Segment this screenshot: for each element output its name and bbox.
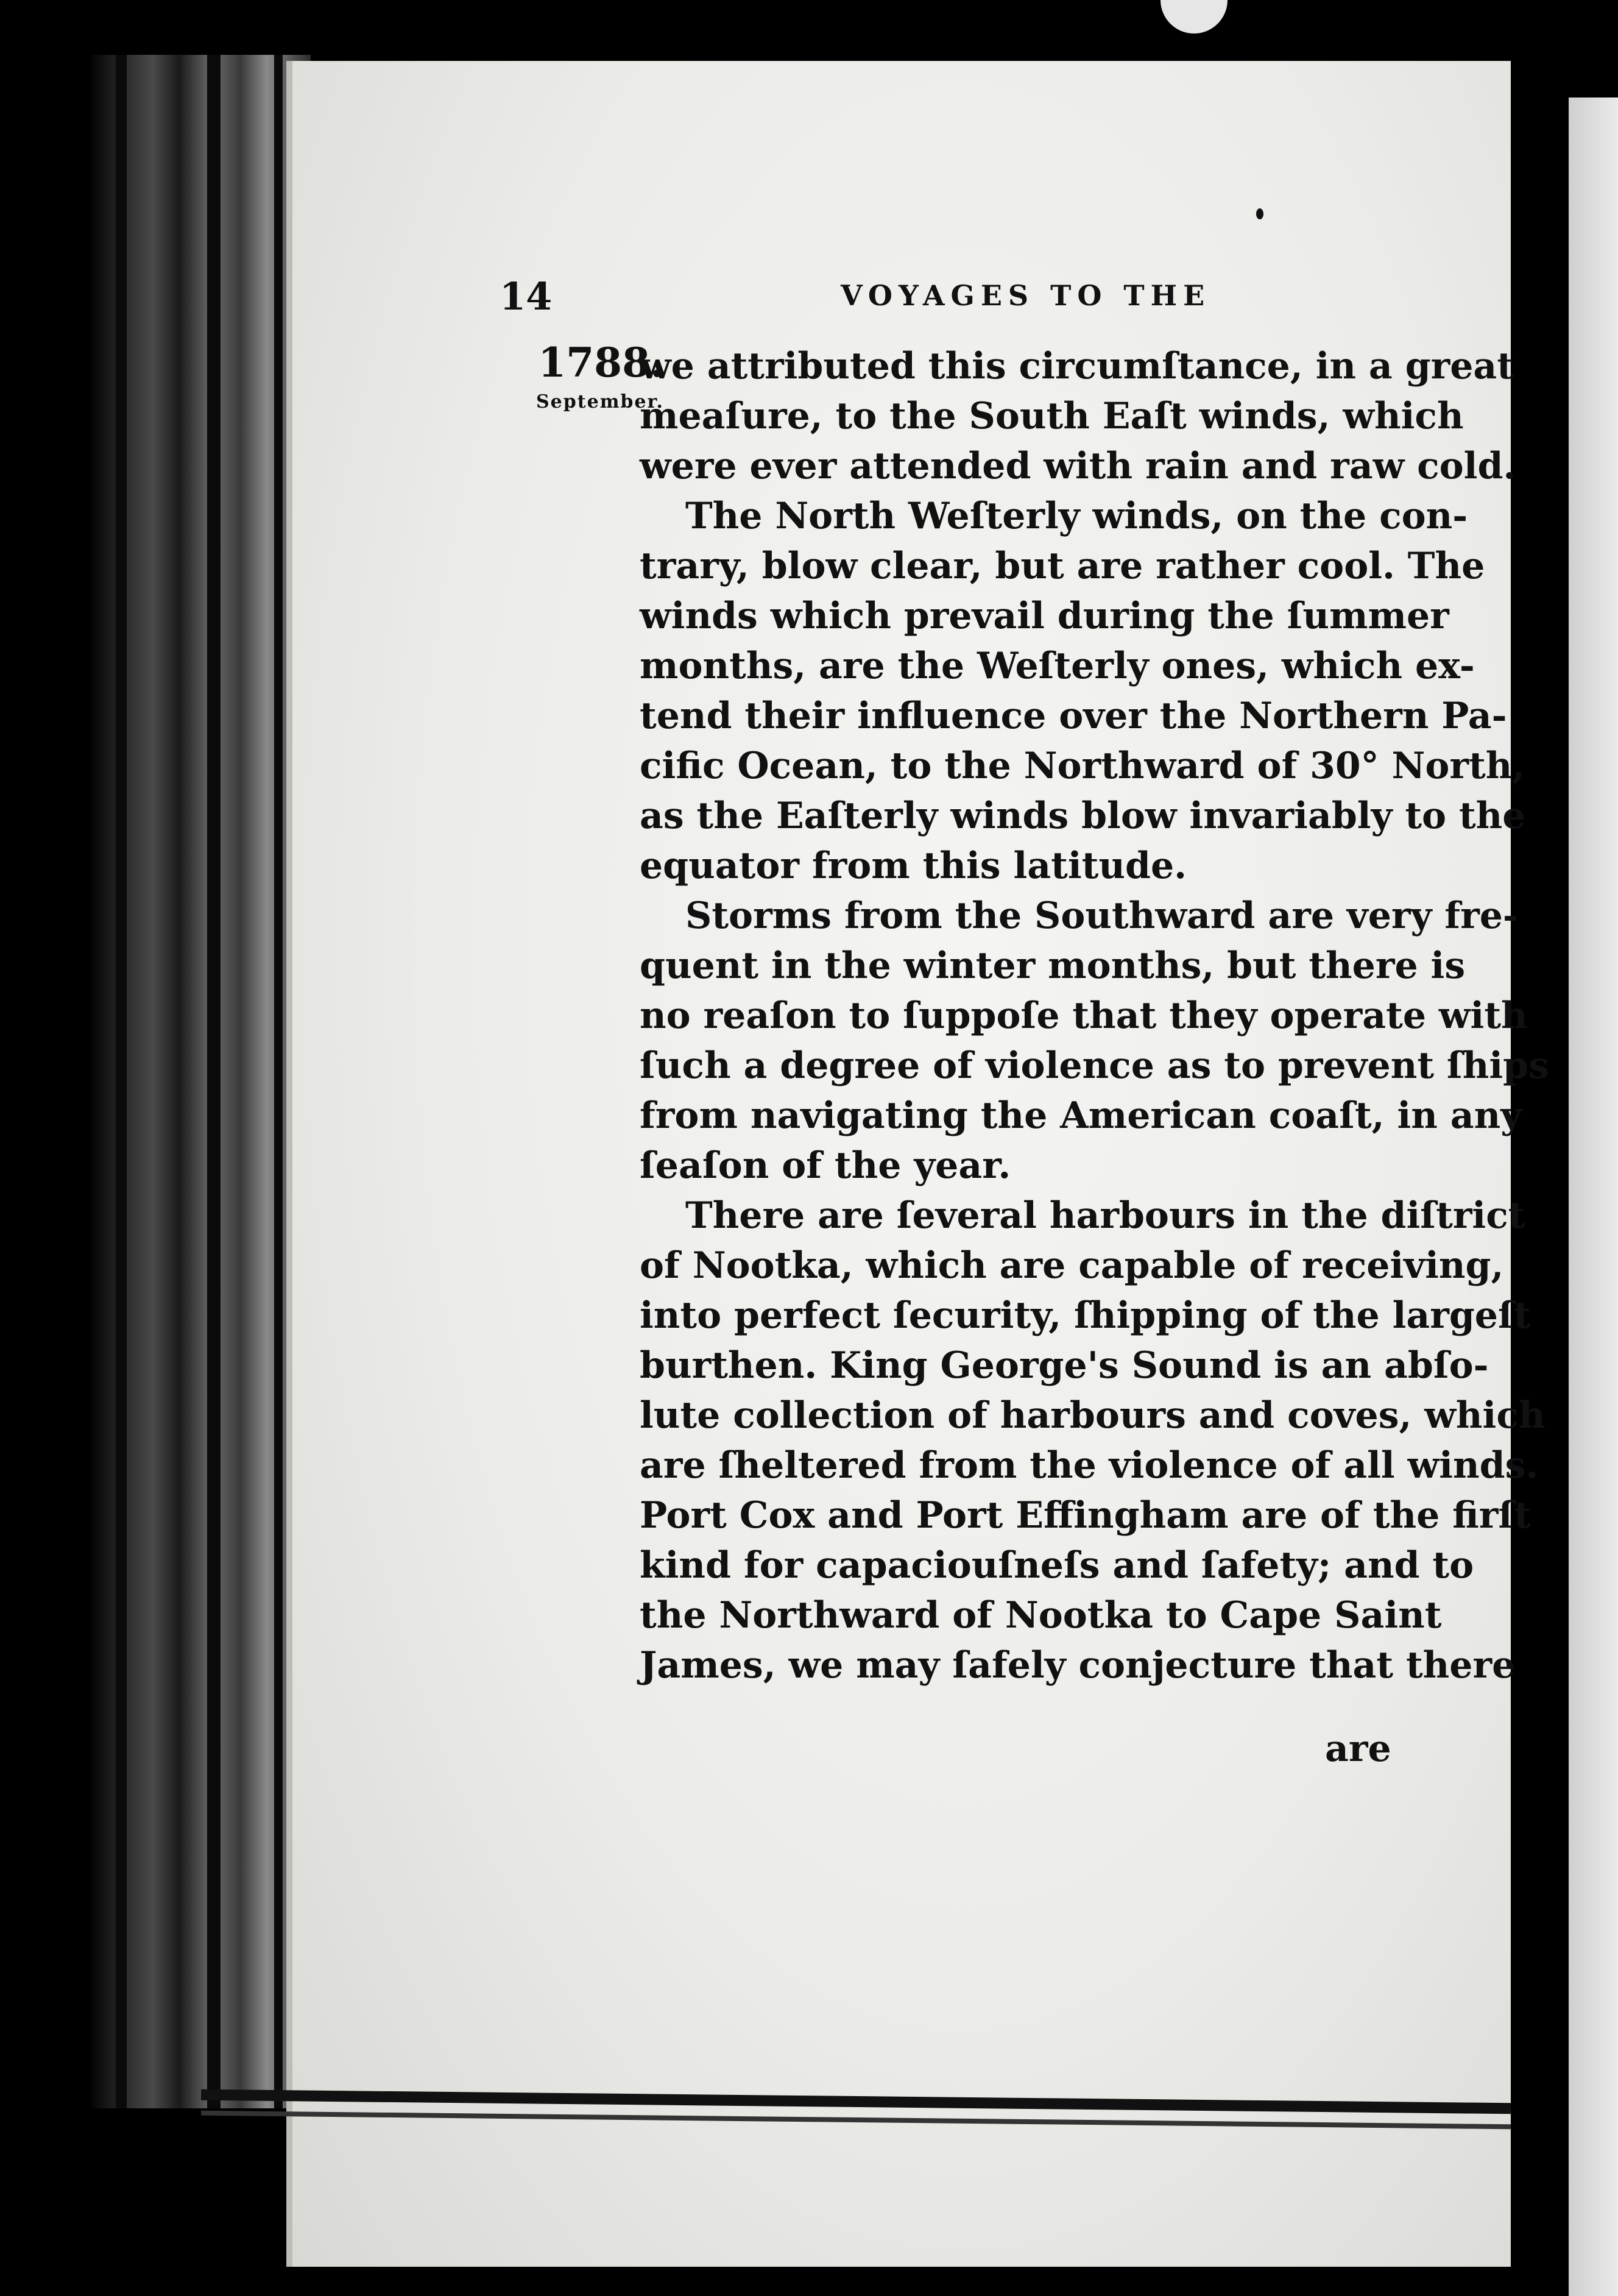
text-line: from navigating the American coaſt, in any — [640, 1094, 1522, 1137]
text-line: months, are the Weſterly ones, which ex- — [640, 645, 1475, 687]
text-line: The North Weſterly winds, on the con- — [685, 495, 1468, 537]
text-line: we attributed this circumſtance, in a great — [640, 345, 1514, 388]
text-line: lute collection of harbours and coves, which — [640, 1394, 1546, 1437]
text-line: winds which prevail during the ſummer — [640, 595, 1449, 637]
text-line: quent in the winter months, but there is — [640, 944, 1466, 987]
page-number: 14 — [500, 274, 553, 319]
text-line: Storms from the Southward are very fre- — [685, 895, 1518, 937]
text-line: cific Ocean, to the Northward of 30° North, — [640, 745, 1525, 787]
text-line: are ſheltered from the violence of all winds. — [640, 1444, 1539, 1487]
text-line: burthen. King George's Sound is an abſo- — [640, 1344, 1489, 1387]
margin-year: 1788. — [538, 339, 664, 386]
catchword: are — [1325, 1727, 1391, 1770]
text-line: tend their influence over the Northern Pa- — [640, 695, 1507, 737]
text-line: were ever attended with rain and raw cold. — [640, 445, 1516, 487]
text-line: equator from this latitude. — [640, 845, 1187, 887]
page-header — [500, 274, 1401, 323]
text-line: ſeaſon of the year. — [640, 1144, 1011, 1187]
body-text — [640, 341, 1549, 1690]
text-line: trary, blow clear, but are rather cool. The — [640, 545, 1485, 587]
text-line: the Northward of Nootka to Cape Saint — [640, 1594, 1442, 1637]
running-head: VOYAGES TO THE — [841, 279, 1211, 312]
text-line: Port Cox and Port Effingham are of the firſt — [640, 1494, 1531, 1537]
text-line: no reaſon to ſuppoſe that they operate with — [640, 994, 1528, 1037]
text-line: as the Eaſterly winds blow invariably to the — [640, 795, 1526, 837]
text-line: There are ſeveral harbours in the diſtrict — [685, 1194, 1525, 1237]
text-line: meaſure, to the South Eaſt winds, which — [640, 395, 1464, 438]
text-line: kind for capaciouſneſs and ſafety; and to — [640, 1544, 1474, 1587]
text-line: into perfect ſecurity, ſhipping of the largeſt — [640, 1294, 1531, 1337]
text-line: James, we may ſafely conjecture that there — [640, 1644, 1516, 1687]
text-line: ſuch a degree of violence as to prevent ſhips — [640, 1044, 1549, 1087]
text-line: of Nootka, which are capable of receiving, — [640, 1244, 1504, 1287]
margin-month: September. — [536, 391, 664, 413]
